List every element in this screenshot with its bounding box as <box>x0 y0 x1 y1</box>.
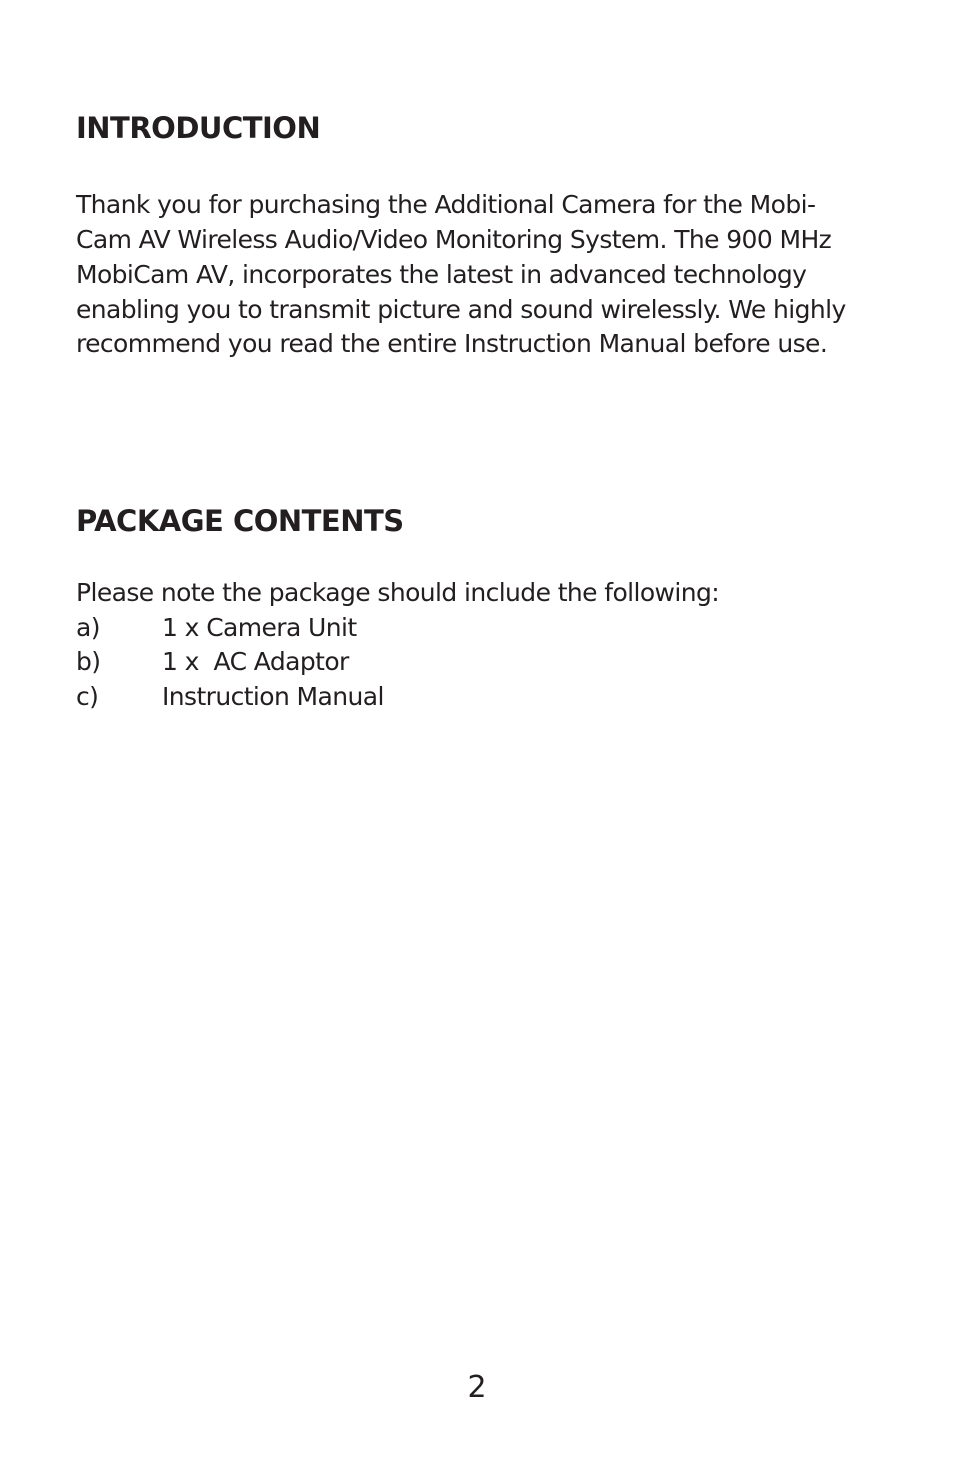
list-item-text: Instruction Manual <box>162 682 384 711</box>
list-item-marker: a) <box>76 613 100 642</box>
list-item-marker: c) <box>76 682 99 711</box>
list-item-text: 1 x AC Adaptor <box>162 647 349 676</box>
introduction-line: Cam AV Wireless Audio/Video Monitoring System. The 900 MHz <box>76 225 832 254</box>
page-number: 2 <box>467 1370 487 1405</box>
package-contents-heading: PACKAGE CONTENTS <box>76 504 404 538</box>
introduction-line: MobiCam AV, incorporates the latest in advanced technology <box>76 260 807 289</box>
introduction-line: enabling you to transmit picture and sound wirelessly. We highly <box>76 295 846 324</box>
list-item-text: 1 x Camera Unit <box>162 613 357 642</box>
list-item-marker: b) <box>76 647 101 676</box>
introduction-heading: INTRODUCTION <box>76 111 321 145</box>
introduction-line: Thank you for purchasing the Additional Camera for the Mobi- <box>76 190 816 219</box>
package-contents-intro: Please note the package should include the following: <box>76 578 720 607</box>
introduction-line: recommend you read the entire Instruction Manual before use. <box>76 329 828 358</box>
